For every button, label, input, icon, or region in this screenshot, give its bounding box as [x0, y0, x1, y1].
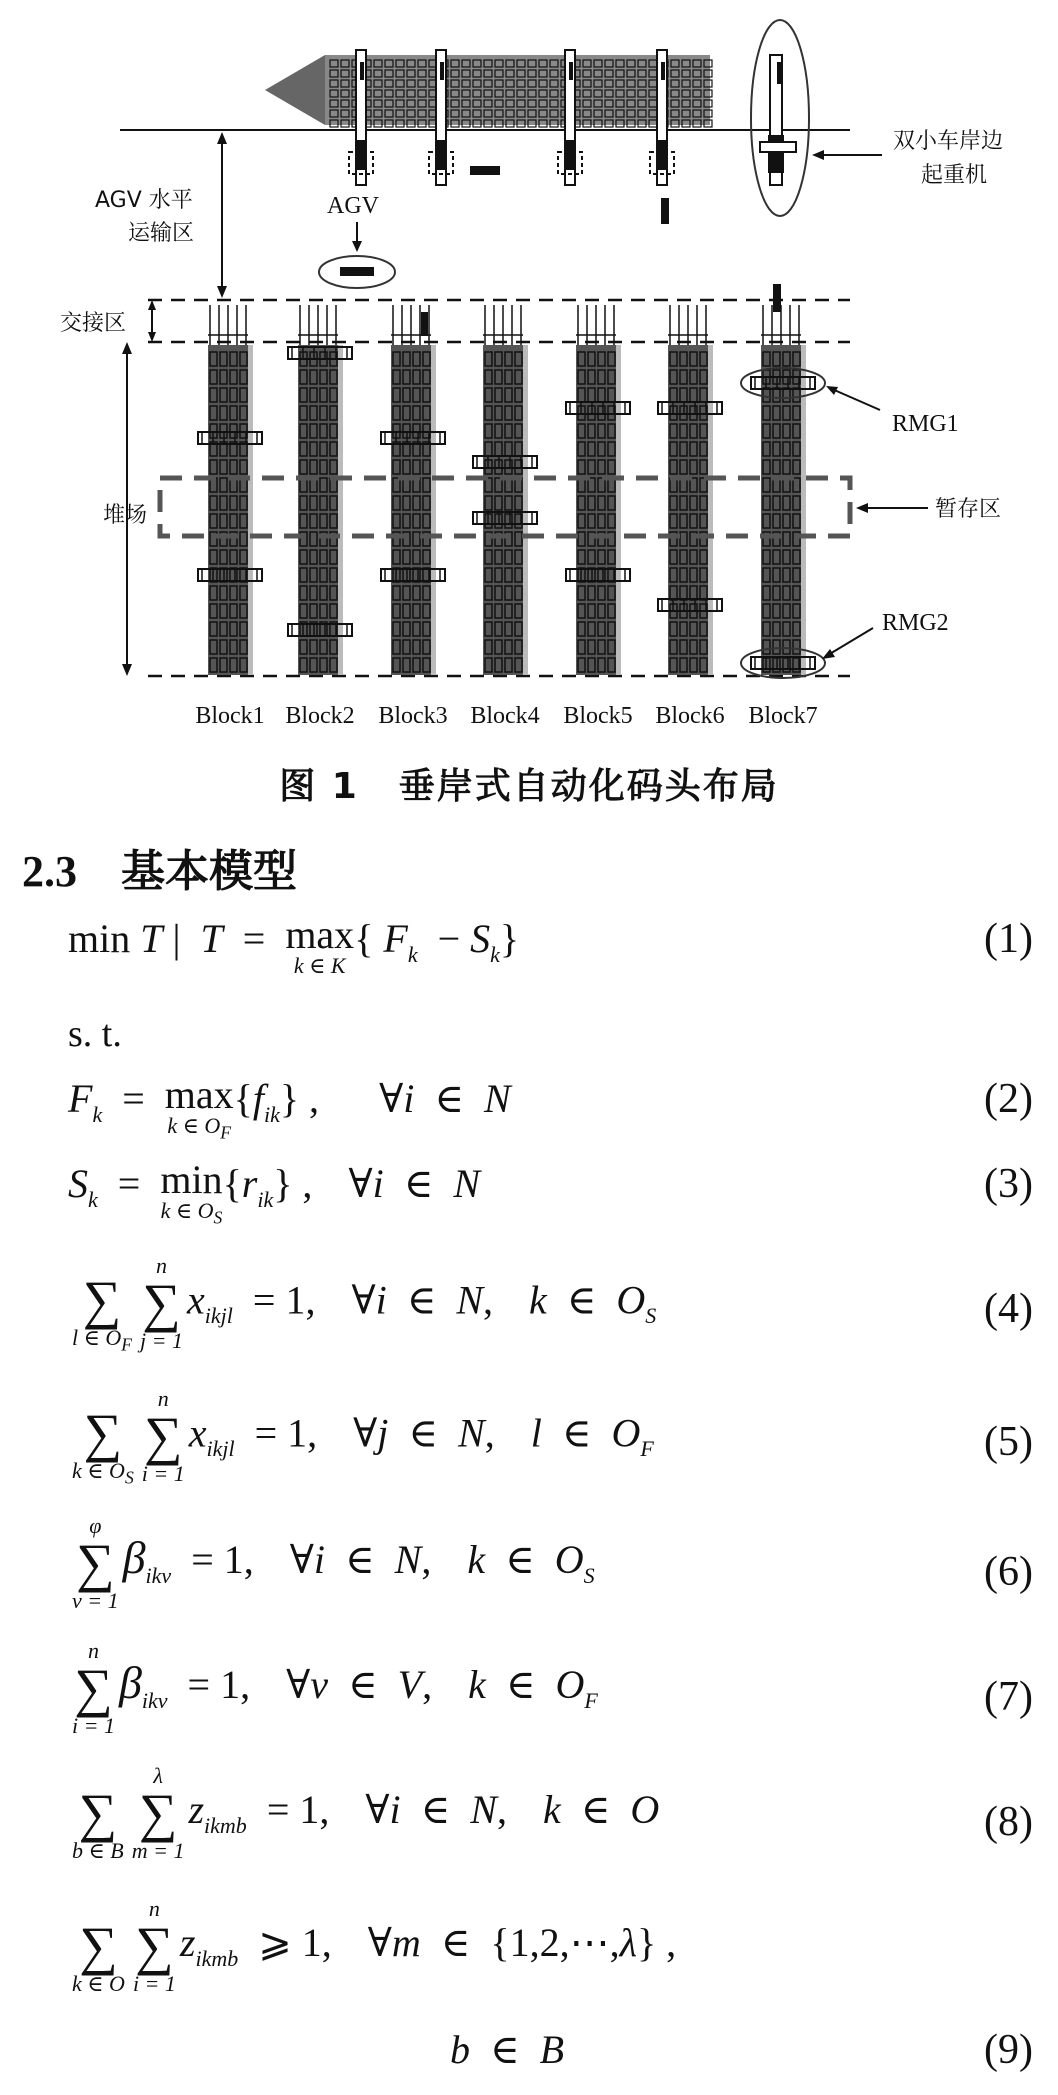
equation-number: (4): [984, 1286, 1033, 1332]
terminal-layout-figure: [0, 0, 1058, 740]
block-label: Block5: [563, 703, 633, 729]
equation-number: (2): [984, 1076, 1033, 1122]
yard-label: 堆场: [103, 503, 148, 528]
subject-to-label: s. t.: [68, 1013, 122, 1055]
yard-block: [198, 305, 262, 675]
block-label: Block6: [655, 703, 725, 729]
equation-7: n ∑ i = 1 $\beta_{ikv} = 1$, ∀v ∈ V, k ∈ $O_F$: [72, 1638, 598, 1738]
agv-vehicle: [340, 267, 374, 276]
equation-8: ∑ b ∈ B λ ∑ m = 1 $z_{ikmb} = 1$, ∀i ∈ N, k ∈ O: [72, 1763, 660, 1863]
block-label: Block2: [285, 703, 355, 729]
yard-block: [566, 305, 630, 675]
crane-label-line1: 双小车岸边: [893, 129, 1004, 154]
equation-5: ∑ k ∈ $O_S$ n ∑ i = 1 $x_{ikjl} = 1$, ∀j ∈ N, l ∈ $O_F$: [72, 1386, 654, 1488]
equation-1: min T | T = max k ∈ K { $F_k - S_k$}: [68, 912, 520, 978]
agv-vehicle: [661, 198, 669, 224]
agv-label: AGV: [327, 193, 379, 219]
section-title: 基本模型: [121, 846, 297, 897]
block-label: Block3: [378, 703, 448, 729]
agv-vehicle: [470, 166, 500, 175]
section-heading: [22, 835, 297, 899]
figure-caption: [0, 758, 1058, 809]
agv-zone-label-line1: AGV 水平: [95, 188, 193, 213]
buffer-zone-label: 暂存区: [935, 497, 1002, 522]
equation-number: (3): [984, 1161, 1033, 1207]
equation-4: ∑ l ∈ $O_F$ n ∑ j = 1 $x_{ikjl} = 1$, ∀i ∈ N, k ∈ $O_S$: [72, 1253, 657, 1355]
equation-number: (5): [984, 1419, 1033, 1465]
section-number: 2.3: [22, 847, 77, 896]
agv-vehicle: [773, 284, 781, 312]
yard-block: [473, 305, 537, 675]
equation-2: $F_k$ = max k ∈ $O_F$ $\{f_{ik}\}$ , ∀i ∈ N: [68, 1072, 511, 1143]
yard-block: [751, 305, 815, 675]
equation-6: φ ∑ v = 1 $\beta_{ikv} = 1$, ∀i ∈ N, k ∈ $O_S$: [72, 1513, 595, 1613]
equation-number: (9): [984, 2027, 1033, 2073]
rmg1-label: RMG1: [892, 411, 959, 437]
rmg2-label: RMG2: [882, 610, 949, 636]
agv-zone-label-line2: 运输区: [128, 221, 195, 246]
figure-number: 图 1: [279, 766, 359, 807]
yard-block: [658, 305, 722, 675]
agv-vehicle: [421, 312, 428, 336]
transfer-zone-label: 交接区: [60, 311, 127, 336]
yard-block: [381, 305, 445, 675]
crane-label-line2: 起重机: [921, 163, 988, 188]
equation-3: $S_k$ = min k ∈ $O_S$ $\{r_{ik}\}$ , ∀i ∈ N: [68, 1157, 480, 1228]
figure-caption-text: 垂岸式自动化码头布局: [398, 766, 779, 807]
block-label: Block7: [748, 703, 818, 729]
equation-number: (1): [984, 916, 1033, 962]
equation-number: (6): [984, 1549, 1033, 1595]
equation-9: ∑ k ∈ O n ∑ i = 1 $z_{ikmb}$ ⩾ 1, ∀m ∈ {1,2,⋯,λ} ,: [72, 1896, 677, 1996]
equation-number: (7): [984, 1674, 1033, 1720]
block-label: Block4: [470, 703, 540, 729]
yard-block: [288, 305, 352, 675]
equation-number: (8): [984, 1799, 1033, 1845]
equation-9-continuation: b ∈ B: [450, 2027, 565, 2072]
vessel: [265, 55, 712, 127]
block-label: Block1: [195, 703, 265, 729]
